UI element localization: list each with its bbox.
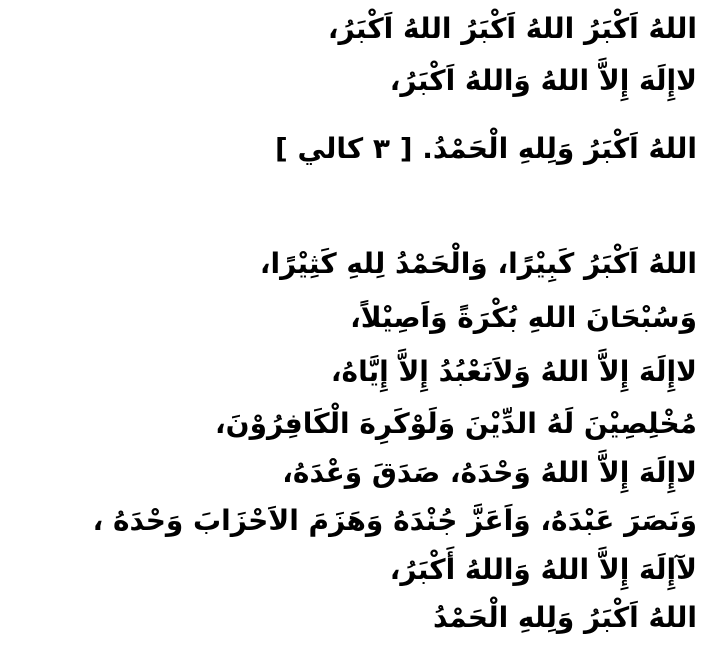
verse-line-6: لاإِلَهَ إِلاَّ اللهُ وَلاَنَعْبُدُ إِلاَّ إِيَّاهُ،: [330, 355, 697, 388]
verse-line-11: اللهُ اَكْبَرُ وَلِلهِ الْحَمْدُ: [432, 601, 697, 634]
verse-line-9: وَنَصَرَ عَبْدَهُ، وَاَعَزَّ جُنْدَهُ وَهَزَمَ الاَحْزَابَ وَحْدَهُ ،: [92, 504, 697, 537]
verse-line-3: اللهُ اَكْبَرُ وَلِلهِ الْحَمْدُ. [ ٣ كالي ]: [274, 132, 697, 165]
verse-line-7: مُخْلِصِيْنَ لَهُ الدِّيْنَ وَلَوْكَرِهَ الْكَافِرُوْنَ،: [215, 407, 697, 440]
verse-line-8: لاإِلَهَ إِلاَّ اللهُ وَحْدَهُ، صَدَقَ وَعْدَهُ،: [282, 456, 697, 489]
verse-line-4: اللهُ اَكْبَرُ كَبِيْرًا، وَالْحَمْدُ لِلهِ كَثِيْرًا،: [259, 247, 697, 280]
verse-line-2: لاإِلَهَ إِلاَّ اللهُ وَاللهُ اَكْبَرُ،: [389, 64, 697, 97]
verse-line-1: اللهُ اَكْبَرُ اللهُ اَكْبَرُ اللهُ اَكْبَرُ،: [327, 12, 697, 45]
verse-line-10: لآإِلَهَ إِلاَّ اللهُ وَاللهُ أَكْبَرُ،: [389, 553, 697, 586]
verse-line-5: وَسُبْحَانَ اللهِ بُكْرَةً وَاَصِيْلاً،: [350, 301, 697, 334]
